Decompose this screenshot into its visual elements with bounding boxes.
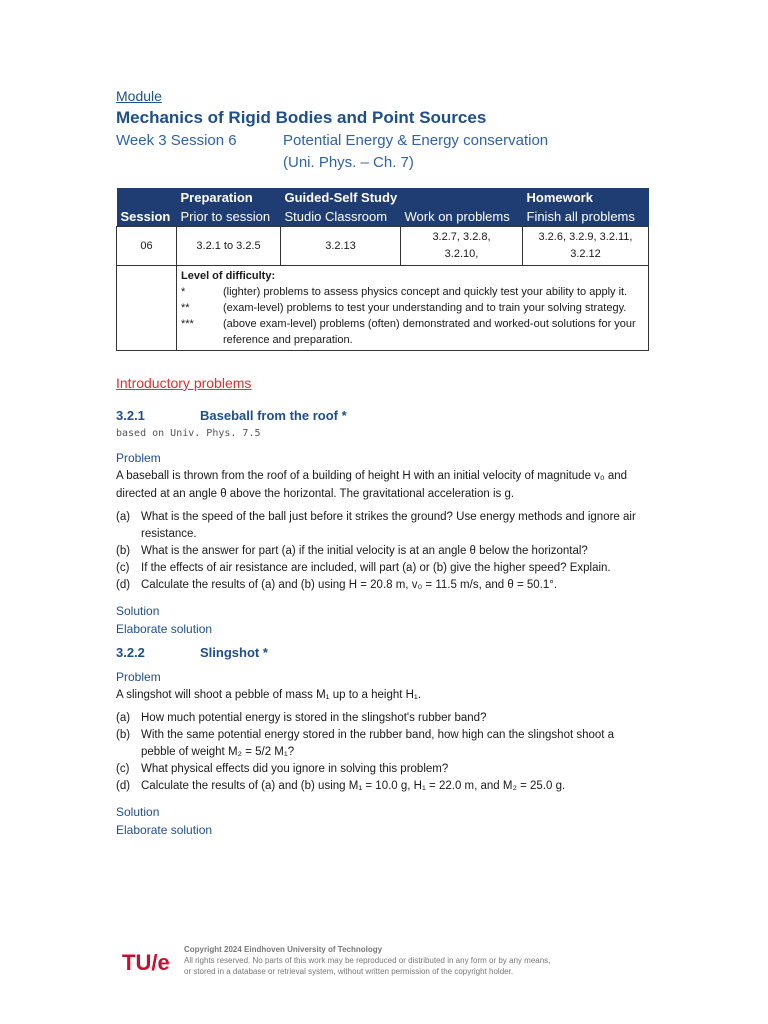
- problem-label: Problem: [116, 451, 161, 465]
- copyright-notice: Copyright 2024 Eindhoven University of Technology All rights reserved. No parts of this work may be reproduced or distributed in any form or by any means, or stored in a database or retrieval system, without written permission of the copyright holder.: [184, 945, 551, 976]
- page-title: Mechanics of Rigid Bodies and Point Sources: [116, 108, 487, 127]
- schedule-head: Homework: [523, 188, 649, 207]
- solution-link[interactable]: Solution: [116, 604, 160, 618]
- problem-heading: 3.2.2 Slingshot *: [116, 645, 268, 660]
- list-item: (b) With the same potential energy stored in the rubber band, how high can the slingshot shoot a pebble of weight M₂ = 5/2 M₁?: [116, 729, 615, 758]
- list-item: (c) If the effects of air resistance are included, will part (a) or (b) give the higher speed? Explain.: [116, 562, 611, 574]
- difficulty-title: Level of difficulty:: [181, 270, 276, 282]
- problem-heading: 3.2.1 Baseball from the roof *: [116, 408, 347, 423]
- difficulty-legend: [177, 266, 649, 351]
- session-line-2: [116, 152, 650, 174]
- problem-label: Problem: [116, 670, 161, 684]
- schedule-head: Studio Classroom: [281, 207, 401, 227]
- schedule-head: Session: [117, 207, 177, 227]
- list-item: (a) What is the speed of the ball just before it strikes the ground? Use energy methods and ignore air resistance.: [116, 511, 636, 540]
- schedule-head: [117, 188, 177, 207]
- difficulty-item: ** (exam-level) problems to test your understanding and to train your solving strategy.: [181, 302, 627, 314]
- schedule-table: [116, 188, 649, 351]
- schedule-header-row-2: [117, 207, 649, 227]
- problem-parts: [116, 509, 650, 594]
- session-line-1: [116, 130, 650, 152]
- studio-cell: 3.2.13: [281, 227, 401, 266]
- schedule-head: Guided-Self Study: [281, 188, 523, 207]
- schedule-head: Finish all problems: [523, 207, 649, 227]
- chapter-ref: (Uni. Phys. – Ch. 7): [283, 154, 414, 171]
- difficulty-row: [117, 266, 649, 351]
- elaborate-solution-link[interactable]: Elaborate solution: [116, 622, 213, 636]
- tue-logo: TU/e: [122, 950, 170, 975]
- list-item: (b) What is the answer for part (a) if the initial velocity is at an angle θ below the horizontal?: [116, 545, 588, 557]
- list-item: (a) How much potential energy is stored in the slingshot's rubber band?: [116, 712, 487, 724]
- schedule-head: Work on problems: [401, 207, 523, 227]
- homework-cell: 3.2.6, 3.2.9, 3.2.11, 3.2.12: [523, 227, 649, 266]
- page-footer: [122, 944, 622, 980]
- table-row: [117, 227, 649, 266]
- topic: Potential Energy & Energy conservation: [283, 132, 549, 149]
- list-item: (d) Calculate the results of (a) and (b) using H = 20.8 m, v₀ = 11.5 m/s, and θ = 50.1°.: [116, 579, 558, 591]
- elaborate-solution-link[interactable]: Elaborate solution: [116, 823, 213, 837]
- solution-link[interactable]: Solution: [116, 805, 160, 819]
- work-cell: 3.2.7, 3.2.8, 3.2.10,: [401, 227, 523, 266]
- session-cell: 06: [117, 227, 177, 266]
- module-label: Module: [116, 88, 162, 104]
- problem-parts: [116, 710, 650, 795]
- list-item: (d) Calculate the results of (a) and (b) using M₁ = 10.0 g, H₁ = 22.0 m, and M₂ = 25.0 g.: [116, 780, 566, 792]
- schedule-head: Preparation: [177, 188, 281, 207]
- prep-cell: 3.2.1 to 3.2.5: [177, 227, 281, 266]
- problem-statement: A baseball is thrown from the roof of a building of height H with an initial velocity of magnitude v₀ and directed at an angle θ above the horizontal. The gravitational acceleration is g.: [116, 470, 628, 500]
- difficulty-item: *** (above exam-level) problems (often) demonstrated and worked-out solutions for your reference and preparation.: [181, 318, 636, 346]
- week-session: Week 3 Session 6: [116, 132, 237, 149]
- section-heading: Introductory problems: [116, 375, 252, 391]
- schedule-header-row-1: [117, 188, 649, 207]
- list-item: (c) What physical effects did you ignore in solving this problem?: [116, 763, 449, 775]
- schedule-head: Prior to session: [177, 207, 281, 227]
- document-page: [116, 86, 650, 839]
- problem-statement: A slingshot will shoot a pebble of mass M₁ up to a height H₁.: [116, 689, 422, 701]
- difficulty-item: * (lighter) problems to assess physics concept and quickly test your ability to apply it.: [181, 286, 628, 298]
- difficulty-spacer: [117, 266, 177, 351]
- source-reference: based on Univ. Phys. 7.5: [116, 428, 261, 439]
